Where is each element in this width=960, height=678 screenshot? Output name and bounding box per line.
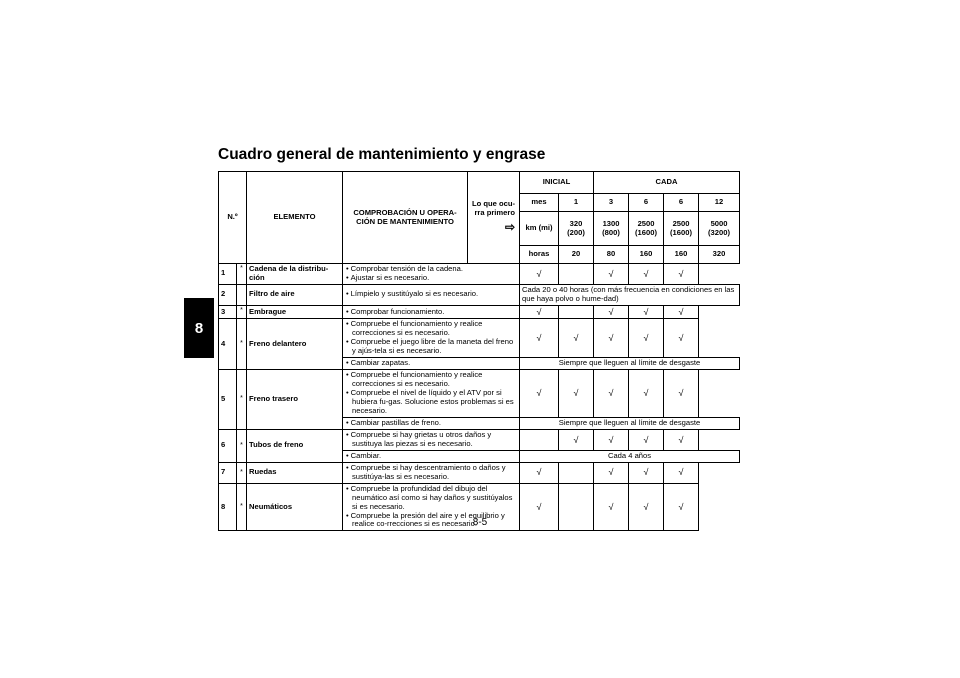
check-item: • Comprobar funcionamiento. bbox=[345, 308, 517, 317]
table-row bbox=[219, 370, 740, 418]
check-mark: √ bbox=[664, 429, 699, 450]
header-horas-value: 80 bbox=[594, 246, 629, 264]
header-mes-label: mes bbox=[520, 194, 559, 212]
row-star: * bbox=[237, 305, 247, 319]
table-row bbox=[219, 429, 740, 450]
row-element: Tubos de freno bbox=[247, 429, 343, 462]
check-mark: √ bbox=[520, 319, 559, 358]
row-number: 5 bbox=[219, 370, 237, 430]
check-mark: √ bbox=[664, 370, 699, 418]
check-mark: √ bbox=[664, 264, 699, 285]
check-cell-empty bbox=[520, 429, 559, 450]
check-mark: √ bbox=[594, 462, 629, 483]
table-row bbox=[219, 305, 740, 319]
check-item: • Compruebe la presión del aire y el equilibrio y realice co-rrecciones si es necesario. bbox=[345, 512, 517, 530]
check-mark: √ bbox=[594, 370, 629, 418]
header-no: N.º bbox=[219, 172, 247, 264]
row-checks bbox=[343, 358, 520, 370]
header-check: COMPROBACIÓN U OPERA-CIÓN DE MANTENIMIENTO bbox=[343, 172, 468, 264]
header-inicial: INICIAL bbox=[520, 172, 594, 194]
row-element: Embrague bbox=[247, 305, 343, 319]
check-mark: √ bbox=[629, 319, 664, 358]
check-item: • Compruebe si hay descentramiento o daños y sustitúya-las si es necesario. bbox=[345, 464, 517, 482]
check-item: • Cambiar. bbox=[345, 452, 517, 461]
check-cell-empty bbox=[559, 462, 594, 483]
check-mark: √ bbox=[559, 319, 594, 358]
row-element: Ruedas bbox=[247, 462, 343, 483]
header-horas-label: horas bbox=[520, 246, 559, 264]
check-mark: √ bbox=[629, 264, 664, 285]
page-title: Cuadro general de mantenimiento y engrase bbox=[218, 146, 546, 163]
check-mark: √ bbox=[520, 264, 559, 285]
check-mark: √ bbox=[559, 429, 594, 450]
table-row bbox=[219, 284, 740, 305]
check-mark: √ bbox=[520, 370, 559, 418]
check-item: • Ajustar si es necesario. bbox=[345, 274, 517, 283]
row-star: * bbox=[237, 319, 247, 370]
check-mark: √ bbox=[629, 462, 664, 483]
header-mes-value: 6 bbox=[629, 194, 664, 212]
row-star: * bbox=[237, 370, 247, 430]
row-number: 4 bbox=[219, 319, 237, 370]
row-checks bbox=[343, 462, 520, 483]
check-item: • Cambiar zapatas. bbox=[345, 359, 517, 368]
page-number: 8-5 bbox=[472, 517, 488, 528]
row-star: * bbox=[237, 264, 247, 285]
header-mes-value: 6 bbox=[664, 194, 699, 212]
row-number: 1 bbox=[219, 264, 237, 285]
check-mark: √ bbox=[629, 483, 664, 531]
check-item: • Comprobar tensión de la cadena. bbox=[345, 265, 517, 274]
row-checks bbox=[343, 264, 520, 285]
header-km-value: 5000 (3200) bbox=[699, 212, 740, 246]
check-mark: √ bbox=[594, 429, 629, 450]
check-mark: √ bbox=[594, 264, 629, 285]
table-row bbox=[219, 264, 740, 285]
check-mark: √ bbox=[629, 370, 664, 418]
check-mark: √ bbox=[594, 483, 629, 531]
row-star: * bbox=[237, 462, 247, 483]
check-item: • Compruebe si hay grietas u otros daños y sustituya las piezas si es necesario. bbox=[345, 431, 517, 449]
row-star: * bbox=[237, 483, 247, 531]
header-horas-value: 160 bbox=[664, 246, 699, 264]
table-row bbox=[219, 462, 740, 483]
row-note: Cada 4 años bbox=[520, 450, 740, 462]
check-mark: √ bbox=[664, 319, 699, 358]
row-checks bbox=[343, 417, 520, 429]
header-km-label: km (mi) bbox=[520, 212, 559, 246]
row-star bbox=[237, 284, 247, 305]
header-horas-value: 320 bbox=[699, 246, 740, 264]
check-item: • Compruebe el funcionamiento y realice correcciones si es necesario. bbox=[345, 371, 517, 389]
check-mark: √ bbox=[664, 483, 699, 531]
check-cell-empty bbox=[559, 264, 594, 285]
check-item: • Compruebe la profundidad del dibujo del neumático así como si hay daños y sustitúyalos si es necesario. bbox=[345, 485, 517, 512]
table-row bbox=[219, 319, 740, 358]
row-number: 3 bbox=[219, 305, 237, 319]
row-element: Freno trasero bbox=[247, 370, 343, 430]
header-element: ELEMENTO bbox=[247, 172, 343, 264]
header-horas-value: 20 bbox=[559, 246, 594, 264]
header-km-value: 2500 (1600) bbox=[664, 212, 699, 246]
check-mark: √ bbox=[520, 483, 559, 531]
row-checks bbox=[343, 450, 520, 462]
header-first-label: Lo que ocu-rra primero bbox=[471, 199, 515, 218]
check-item: • Compruebe el juego libre de la maneta del freno y ajús-tela si es necesario. bbox=[345, 338, 517, 356]
row-note: Siempre que lleguen al límite de desgaste bbox=[520, 358, 740, 370]
row-note: Siempre que lleguen al límite de desgaste bbox=[520, 417, 740, 429]
check-mark: √ bbox=[664, 305, 699, 319]
row-star: * bbox=[237, 429, 247, 462]
check-mark: √ bbox=[629, 305, 664, 319]
check-mark: √ bbox=[664, 462, 699, 483]
row-number: 7 bbox=[219, 462, 237, 483]
row-checks bbox=[343, 319, 520, 358]
check-mark: √ bbox=[629, 429, 664, 450]
row-element: Freno delantero bbox=[247, 319, 343, 370]
row-element: Cadena de la distribu-ción bbox=[247, 264, 343, 285]
section-tab: 8 bbox=[184, 298, 214, 358]
arrow-right-icon: ⇨ bbox=[504, 220, 515, 235]
row-note: Cada 20 o 40 horas (con más frecuencia en condiciones en las que haya polvo o hume-dad) bbox=[520, 284, 740, 305]
header-cada: CADA bbox=[594, 172, 740, 194]
check-item: • Compruebe el funcionamiento y realice correcciones si es necesario. bbox=[345, 320, 517, 338]
row-checks bbox=[343, 370, 520, 418]
row-element: Filtro de aire bbox=[247, 284, 343, 305]
header-km-value: 2500 (1600) bbox=[629, 212, 664, 246]
header-mes-value: 12 bbox=[699, 194, 740, 212]
check-mark: √ bbox=[559, 370, 594, 418]
check-item: • Límpielo y sustitúyalo si es necesario. bbox=[345, 290, 517, 299]
header-mes-value: 1 bbox=[559, 194, 594, 212]
header-first bbox=[468, 172, 520, 264]
row-checks bbox=[343, 284, 520, 305]
row-checks bbox=[343, 429, 520, 450]
check-mark: √ bbox=[594, 319, 629, 358]
row-element: Neumáticos bbox=[247, 483, 343, 531]
check-mark: √ bbox=[520, 305, 559, 319]
row-number: 8 bbox=[219, 483, 237, 531]
header-km-value: 1300 (800) bbox=[594, 212, 629, 246]
header-km-value: 320 (200) bbox=[559, 212, 594, 246]
row-checks bbox=[343, 305, 520, 319]
check-item: • Compruebe el nivel de líquido y el ATV por si hubiera fu-gas. Solucione estos problemas si es necesario. bbox=[345, 389, 517, 416]
row-number: 2 bbox=[219, 284, 237, 305]
maintenance-table bbox=[218, 171, 740, 531]
header-mes-value: 3 bbox=[594, 194, 629, 212]
header-horas-value: 160 bbox=[629, 246, 664, 264]
check-item: • Cambiar pastillas de freno. bbox=[345, 419, 517, 428]
check-mark: √ bbox=[594, 305, 629, 319]
row-number: 6 bbox=[219, 429, 237, 462]
check-cell-empty bbox=[559, 305, 594, 319]
check-mark: √ bbox=[520, 462, 559, 483]
